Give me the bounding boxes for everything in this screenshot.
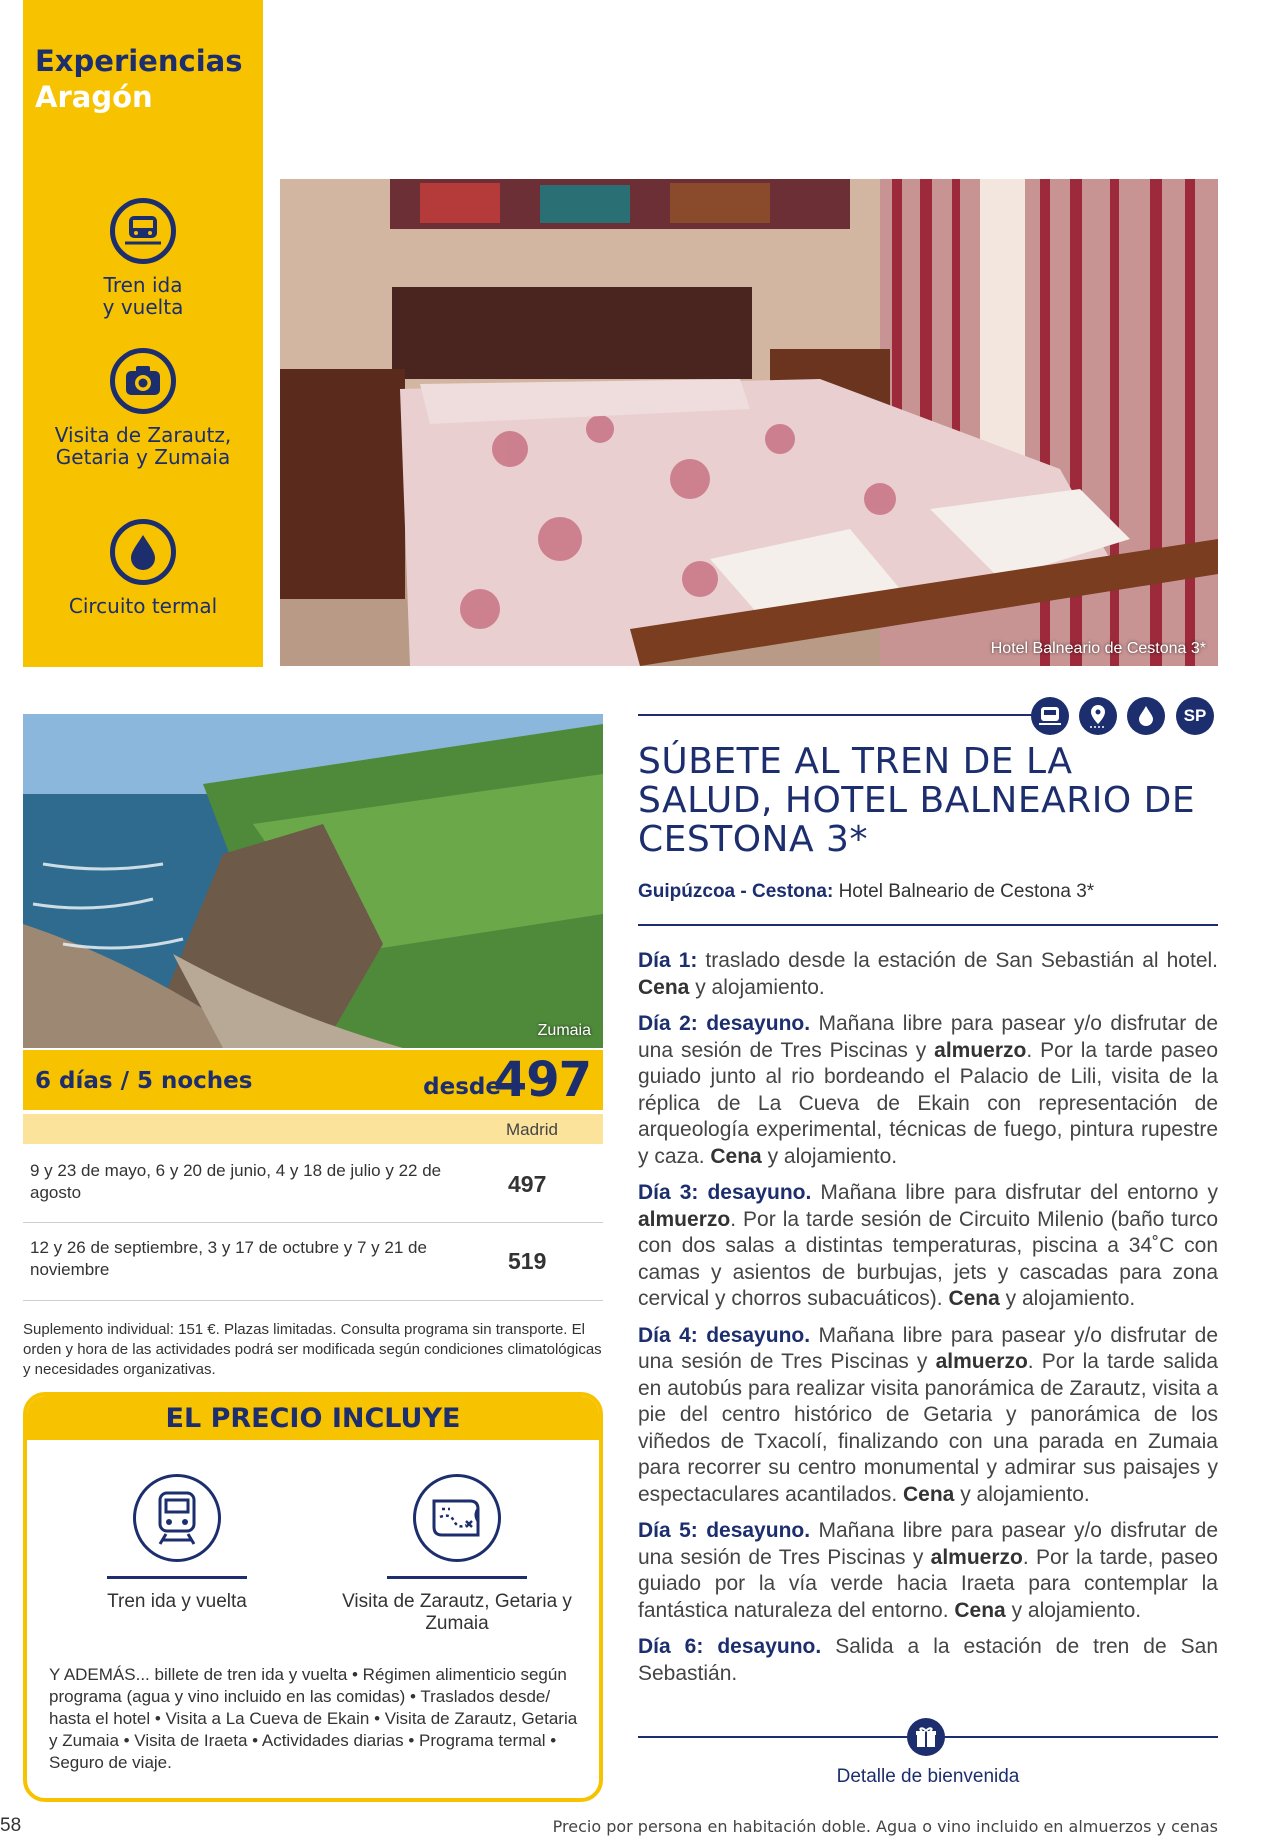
day-label: Día 6: xyxy=(638,1635,704,1658)
itinerary-day xyxy=(638,1634,1218,1687)
price-row-2-value: 519 xyxy=(508,1248,547,1274)
day-text: Mañana libre para pasear y/o disfrutar de una sesión de Tres Piscinas y xyxy=(638,1323,1219,1373)
day-highlight: desayuno. xyxy=(697,1012,811,1035)
day-label: Día 5: xyxy=(638,1519,698,1542)
trip-title: SÚBETE AL TREN DE LA SALUD, HOTEL BALNEARIO DE CESTONA 3* xyxy=(638,741,1196,860)
day-text: y alojamiento. xyxy=(689,975,825,999)
feature-thermal-label: Circuito termal xyxy=(68,594,218,618)
itinerary-day xyxy=(638,1011,1218,1170)
day-highlight: desayuno. xyxy=(697,1519,811,1542)
map-icon xyxy=(413,1474,501,1562)
includes-heading: EL PRECIO INCLUYE xyxy=(165,1403,461,1434)
day-label: Día 1: xyxy=(638,949,698,972)
day-highlight: desayuno. xyxy=(703,1635,822,1658)
coast-photo xyxy=(23,714,603,1048)
train-icon xyxy=(110,198,176,264)
itinerary-day xyxy=(638,1518,1218,1624)
day-text: Mañana libre para pasear y/o disfrutar de una sesión de Tres Piscinas y xyxy=(638,1519,1219,1569)
itinerary-day xyxy=(638,1323,1218,1509)
itinerary xyxy=(638,948,1218,1697)
day-text: . Por la tarde, paseo guiado por la vía verde hacia Iraeta para contemplar la fantástica naturaleza del entorno. xyxy=(638,1545,1218,1622)
coast-photo-caption: Zumaia xyxy=(537,1022,591,1039)
include-divider xyxy=(107,1576,247,1579)
day-highlight: almuerzo xyxy=(638,1207,731,1231)
location-hotel: Hotel Balneario de Cestona 3* xyxy=(833,881,1095,902)
sp-badge: SP xyxy=(1176,697,1214,735)
day-text: y alojamiento. xyxy=(954,1482,1090,1506)
coast-illustration xyxy=(23,714,603,1048)
price-row-2-dates: 12 y 26 de septiembre, 3 y 17 de octubre y 7 y 21 de noviembre xyxy=(30,1238,427,1279)
brand-name: Experiencias xyxy=(35,44,243,78)
day-highlight: Cena xyxy=(954,1598,1006,1622)
from-label: desde xyxy=(423,1074,501,1100)
include-train-label: Tren ida y vuelta xyxy=(107,1591,247,1612)
day-text: y alojamiento. xyxy=(1005,1598,1142,1622)
include-train xyxy=(77,1474,277,1613)
gift-icon xyxy=(907,1718,945,1756)
hotel-room-photo xyxy=(280,179,1218,666)
gift-label: Detalle de bienvenida xyxy=(836,1766,1020,1787)
day-text: Salida a la estación de tren de San Sebastián. xyxy=(638,1635,1219,1685)
water-drop-icon xyxy=(1127,697,1165,735)
includes-extra: Y ADEMÁS... billete de tren ida y vuelta • Régimen alimenticio según programa (agua y vino incluido en las comidas) • Traslados desde/ hasta el hotel • Visita a La Cueva de Ekain • Visita de Zarautz, Getaria y Zumaia • Visita de Iraeta • Actividades diarias • Programa termal • Seguro de viaje. xyxy=(49,1665,578,1772)
sidebar xyxy=(23,0,263,667)
price-band xyxy=(23,1050,603,1110)
duration: 6 días / 5 noches xyxy=(35,1068,253,1094)
feature-visit xyxy=(23,348,263,468)
day-text: . Por la tarde salida en autobús para realizar visita panorámica de Zarautz, visita a pie del centro histórico de Getaria y panorámica de los viñedos de Txacolí, finalizando con una parada en Zumaia para recorrer su centro monumental y admirar sus paisajes y espectaculares acantilados. xyxy=(638,1350,1218,1506)
day-text: . Por la tarde sesión de Circuito Milenio (baño turco con dos salas a distintas temperaturas, piscina a 34˚C con camas y asientos de burbujas, jets y cascadas para zona cervical y chorros subacuáticos). xyxy=(638,1207,1218,1310)
day-highlight: Cena xyxy=(903,1482,955,1506)
camera-icon xyxy=(110,348,176,414)
itinerary-day xyxy=(638,948,1218,1001)
include-visit-label: Visita de Zarautz, Getaria y Zumaia xyxy=(342,1591,572,1634)
day-highlight: almuerzo xyxy=(935,1350,1028,1373)
price-row-1-value: 497 xyxy=(508,1171,547,1197)
include-visit xyxy=(337,1474,577,1635)
badge-line xyxy=(638,714,1033,716)
day-text: Mañana libre para pasear y/o disfrutar de una sesión de Tres Piscinas y xyxy=(638,1012,1219,1062)
feature-train-label: Tren ida y vuelta xyxy=(102,273,184,319)
trip-location xyxy=(638,881,1218,903)
hotel-photo-caption: Hotel Balneario de Cestona 3* xyxy=(990,640,1206,657)
price-row-divider xyxy=(23,1300,603,1301)
footer-note: Precio por persona en habitación doble. Agua o vino incluido en almuerzos y cenas xyxy=(552,1817,1218,1836)
day-label: Día 4: xyxy=(638,1323,698,1347)
origin-header xyxy=(23,1114,603,1144)
page-number: 58 xyxy=(0,1815,22,1836)
day-highlight: desayuno. xyxy=(698,1181,812,1204)
feature-visit-label: Visita de Zarautz, Getaria y Zumaia xyxy=(54,423,232,469)
itinerary-day xyxy=(638,1180,1218,1313)
day-highlight: almuerzo xyxy=(934,1038,1027,1062)
price-row-divider xyxy=(23,1222,603,1223)
day-highlight: Cena xyxy=(638,975,690,999)
feature-train xyxy=(23,198,263,318)
feature-thermal xyxy=(23,519,263,617)
includes-box xyxy=(23,1392,603,1802)
service-badges xyxy=(638,697,1218,731)
price-row-1-dates: 9 y 23 de mayo, 6 y 20 de junio, 4 y 18 de julio y 22 de agosto xyxy=(30,1161,442,1202)
location-pin-icon xyxy=(1079,697,1117,735)
from-price: 497 xyxy=(493,1052,591,1108)
water-drop-icon xyxy=(110,519,176,585)
day-text: traslado desde la estación de San Sebastián al hotel. xyxy=(697,949,1219,972)
day-text: y alojamiento. xyxy=(761,1144,898,1168)
price-note: Suplemento individual: 151 €. Plazas limitadas. Consulta programa sin transporte. El orden y hora de las actividades podrá ser modificada según condiciones climatológicas y necesidades organizativas. xyxy=(23,1321,602,1378)
brand-region: Aragón xyxy=(35,80,153,114)
day-text: Mañana libre para disfrutar del entorno y xyxy=(811,1181,1219,1204)
include-divider xyxy=(387,1576,527,1579)
day-text: . Por la tarde paseo guiado junto al rio bordeando el Palacio de Lili, visita de la réplica de La Cueva de Ekain con representación de arqueología experimental, técnicas de fuego, pintura rupestre y caza. xyxy=(638,1038,1218,1168)
location-region: Guipúzcoa - Cestona: xyxy=(638,881,834,902)
train-icon xyxy=(1031,697,1069,735)
day-highlight: Cena xyxy=(948,1287,1000,1310)
day-highlight: Cena xyxy=(710,1144,762,1168)
day-text: y alojamiento. xyxy=(999,1287,1136,1310)
day-label: Día 2: xyxy=(638,1012,698,1035)
includes-header xyxy=(27,1396,599,1440)
location-divider xyxy=(638,924,1218,926)
hotel-room-illustration xyxy=(280,179,1218,666)
day-label: Día 3: xyxy=(638,1181,699,1204)
train-icon xyxy=(133,1474,221,1562)
origin-city: Madrid xyxy=(506,1120,558,1139)
day-highlight: almuerzo xyxy=(930,1545,1023,1569)
day-highlight: desayuno. xyxy=(697,1323,811,1347)
